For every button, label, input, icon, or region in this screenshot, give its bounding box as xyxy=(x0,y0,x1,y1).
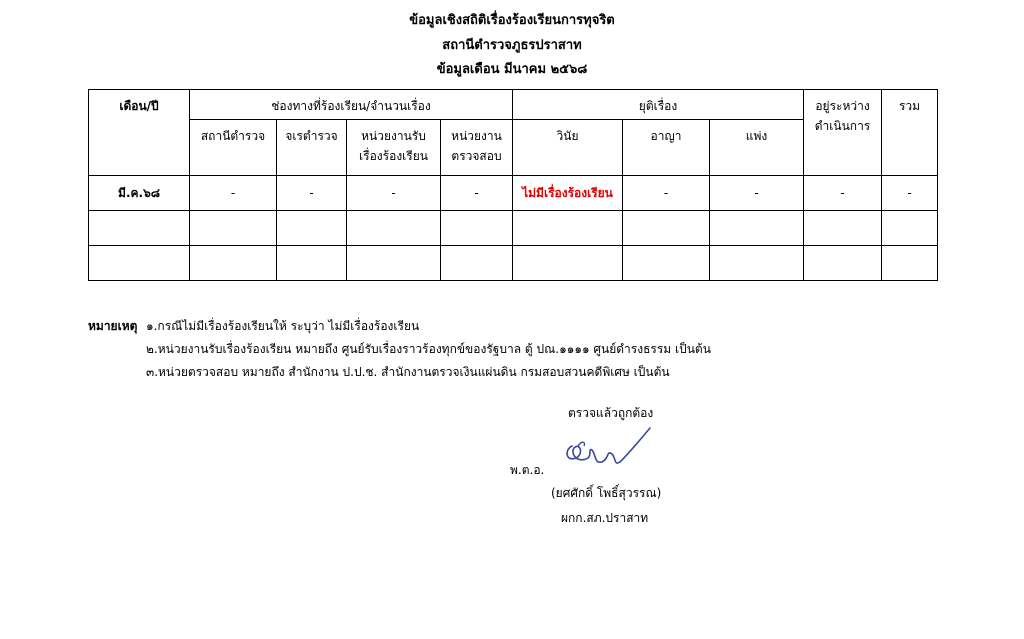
header-receiving: หน่วยงานรับ เรื่องร้องเรียน xyxy=(347,120,441,176)
cell-inspect: - xyxy=(441,176,513,211)
verified-text: ตรวจแล้วถูกต้อง xyxy=(568,406,654,420)
cell-discipline: ไม่มีเรื่องร้องเรียน xyxy=(513,176,623,211)
doc-subtitle-month: ข้อมูลเดือน มีนาคม ๒๕๖๘ xyxy=(436,62,588,77)
note-line-1: ๑.กรณีไม่มีเรื่องร้องเรียนให้ ระบุว่า ไม่มีเรื่องร้องเรียน xyxy=(146,319,420,333)
doc-subtitle-station: สถานีตำรวจภูธรปราสาท xyxy=(442,38,582,53)
signature-image xyxy=(558,424,654,474)
header-discipline: วินัย xyxy=(513,120,623,176)
signer-rank: พ.ต.อ. xyxy=(510,463,545,477)
header-criminal: อาญา xyxy=(623,120,710,176)
cell-in-progress: - xyxy=(804,176,882,211)
cell-month: มี.ค.๖๘ xyxy=(89,176,190,211)
cell-criminal: - xyxy=(623,176,710,211)
header-channels: ช่องทางที่ร้องเรียน/จำนวนเรื่อง xyxy=(190,90,513,120)
header-station: สถานีตำรวจ xyxy=(190,120,277,176)
statistics-table xyxy=(88,89,938,281)
cell-station: - xyxy=(190,176,277,211)
table-row-empty xyxy=(89,211,938,246)
notes-label: หมายเหตุ xyxy=(88,319,138,333)
cell-patrol: - xyxy=(277,176,347,211)
header-resolved: ยุติเรื่อง xyxy=(513,90,804,120)
signer-position: ผกก.สภ.ปราสาท xyxy=(561,511,649,525)
cell-total: - xyxy=(882,176,938,211)
table-row xyxy=(89,176,938,211)
signer-name: (ยศศักดิ์ โพธิ์สุวรรณ) xyxy=(551,486,662,500)
header-civil: แพ่ง xyxy=(710,120,804,176)
header-total: รวม xyxy=(882,90,938,176)
note-line-2: ๒.หน่วยงานรับเรื่องร้องเรียน หมายถึง ศูนย์รับเรื่องราวร้องทุกข์ของรัฐบาล ตู้ ปณ.๑๑๑๑ ศูนย์ดำรงธรรม เป็นต้น xyxy=(146,342,711,356)
cell-civil: - xyxy=(710,176,804,211)
table-header-row xyxy=(89,90,938,120)
table-row-empty xyxy=(89,246,938,281)
cell-receiving: - xyxy=(347,176,441,211)
doc-title: ข้อมูลเชิงสถิติเรื่องร้องเรียนการทุจริต xyxy=(409,13,615,28)
header-patrol: จเรตำรวจ xyxy=(277,120,347,176)
header-inspect: หน่วยงาน ตรวจสอบ xyxy=(441,120,513,176)
note-line-3: ๓.หน่วยตรวจสอบ หมายถึง สำนักงาน ป.ป.ช. สำนักงานตรวจเงินแผ่นดิน กรมสอบสวนคดีพิเศษ เป็นต้น xyxy=(146,365,670,379)
header-in-progress: อยู่ระหว่าง ดำเนินการ xyxy=(804,90,882,176)
header-month: เดือน/ปี xyxy=(89,90,190,176)
